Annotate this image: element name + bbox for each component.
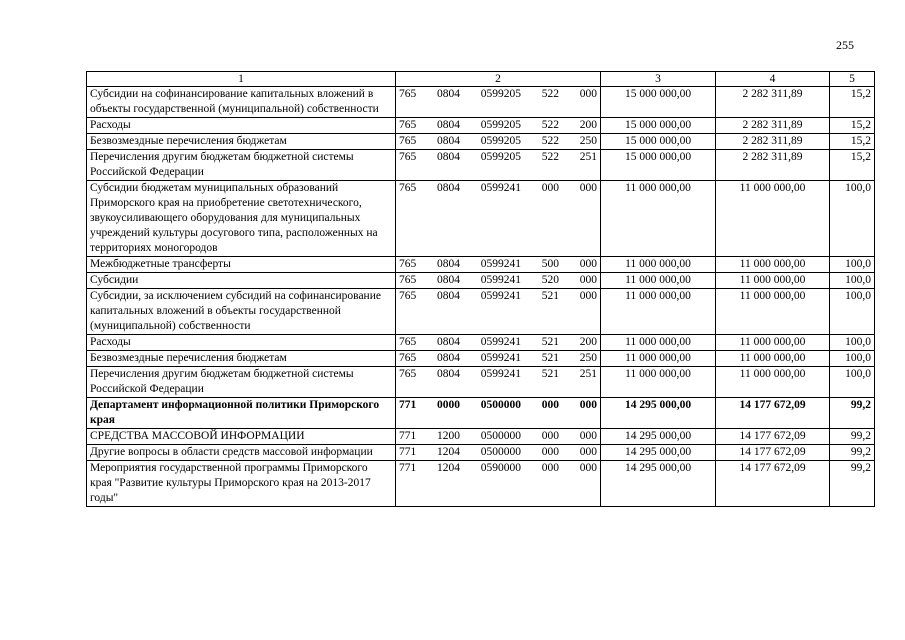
- row-name: Перечисления другим бюджетам бюджетной системы Российской Федерации: [87, 367, 396, 398]
- row-codes: [396, 351, 601, 367]
- table-row: [87, 461, 875, 507]
- row-name: Расходы: [87, 118, 396, 134]
- table-row: [87, 429, 875, 445]
- plan-amount: 11 000 000,00: [601, 335, 716, 351]
- admin-code: 765: [399, 352, 417, 364]
- kosgu-code: 000: [579, 258, 597, 270]
- budget-table: [86, 71, 875, 507]
- expense-type-code: 500: [541, 258, 559, 270]
- table-row: [87, 118, 875, 134]
- plan-amount: 15 000 000,00: [601, 134, 716, 150]
- row-codes: [396, 273, 601, 289]
- percent-value: 100,0: [830, 335, 875, 351]
- table-row: [87, 289, 875, 335]
- percent-value: 100,0: [830, 257, 875, 273]
- row-name: Перечисления другим бюджетам бюджетной системы Российской Федерации: [87, 150, 396, 181]
- table-row: [87, 257, 875, 273]
- target-code: 0599241: [480, 290, 521, 302]
- admin-code: 765: [399, 182, 417, 194]
- row-name: Субсидии бюджетам муниципальных образований Приморского края на приобретение светотехнического, звукоусиливающего оборудования для муниципальных учреждений культуры досугового типа, расположенных на территориях моногородов: [87, 181, 396, 257]
- header-col-5: 5: [830, 72, 875, 87]
- table-row: [87, 134, 875, 150]
- fact-amount: 11 000 000,00: [716, 367, 830, 398]
- table-row: [87, 150, 875, 181]
- fact-amount: 11 000 000,00: [716, 351, 830, 367]
- admin-code: 771: [399, 430, 417, 442]
- expense-type-code: 000: [541, 446, 559, 458]
- table-row: [87, 351, 875, 367]
- table-body: [87, 87, 875, 507]
- row-codes: [396, 289, 601, 335]
- table-row: [87, 273, 875, 289]
- plan-amount: 15 000 000,00: [601, 150, 716, 181]
- row-codes: [396, 398, 601, 429]
- kosgu-code: 251: [579, 151, 597, 163]
- row-codes: [396, 181, 601, 257]
- section-code: 0804: [437, 336, 460, 348]
- row-name: Субсидии: [87, 273, 396, 289]
- expense-type-code: 521: [541, 368, 559, 380]
- kosgu-code: 200: [579, 119, 597, 131]
- fact-amount: 11 000 000,00: [716, 289, 830, 335]
- plan-amount: 14 295 000,00: [601, 461, 716, 507]
- row-name: Субсидии, за исключением субсидий на софинансирование капитальных вложений в объекты государственной (муниципальной) собственности: [87, 289, 396, 335]
- table-row: [87, 181, 875, 257]
- expense-type-code: 521: [541, 336, 559, 348]
- percent-value: 15,2: [830, 150, 875, 181]
- kosgu-code: 250: [579, 352, 597, 364]
- admin-code: 765: [399, 368, 417, 380]
- row-codes: [396, 257, 601, 273]
- page-number: 255: [836, 38, 854, 52]
- row-name: Межбюджетные трансферты: [87, 257, 396, 273]
- percent-value: 100,0: [830, 181, 875, 257]
- admin-code: 765: [399, 258, 417, 270]
- target-code: 0599205: [480, 135, 521, 147]
- section-code: 0804: [437, 274, 460, 286]
- row-name: Безвозмездные перечисления бюджетам: [87, 351, 396, 367]
- section-code: 0804: [437, 368, 460, 380]
- kosgu-code: 000: [579, 274, 597, 286]
- percent-value: 99,2: [830, 398, 875, 429]
- plan-amount: 11 000 000,00: [601, 181, 716, 257]
- row-name: Субсидии на софинансирование капитальных вложений в объекты государственной (муниципальной) собственности: [87, 87, 396, 118]
- percent-value: 100,0: [830, 273, 875, 289]
- target-code: 0599241: [480, 336, 521, 348]
- expense-type-code: 520: [541, 274, 559, 286]
- section-code: 1204: [437, 462, 460, 474]
- expense-type-code: 000: [541, 182, 559, 194]
- percent-value: 99,2: [830, 461, 875, 507]
- percent-value: 100,0: [830, 351, 875, 367]
- kosgu-code: 000: [579, 88, 597, 100]
- section-code: 0804: [437, 151, 460, 163]
- admin-code: 765: [399, 135, 417, 147]
- row-codes: [396, 367, 601, 398]
- expense-type-code: 522: [541, 119, 559, 131]
- row-codes: [396, 87, 601, 118]
- kosgu-code: 000: [579, 446, 597, 458]
- row-codes: [396, 118, 601, 134]
- expense-type-code: 522: [541, 88, 559, 100]
- fact-amount: 11 000 000,00: [716, 257, 830, 273]
- row-name: Расходы: [87, 335, 396, 351]
- admin-code: 765: [399, 88, 417, 100]
- header-row: [87, 72, 875, 87]
- section-code: 0804: [437, 258, 460, 270]
- target-code: 0500000: [480, 399, 521, 411]
- section-code: 0804: [437, 182, 460, 194]
- section-code: 0804: [437, 290, 460, 302]
- fact-amount: 11 000 000,00: [716, 181, 830, 257]
- row-codes: [396, 429, 601, 445]
- percent-value: 100,0: [830, 367, 875, 398]
- expense-type-code: 000: [541, 430, 559, 442]
- row-name: Безвозмездные перечисления бюджетам: [87, 134, 396, 150]
- plan-amount: 11 000 000,00: [601, 273, 716, 289]
- row-name: Другие вопросы в области средств массовой информации: [87, 445, 396, 461]
- percent-value: 15,2: [830, 134, 875, 150]
- percent-value: 99,2: [830, 445, 875, 461]
- fact-amount: 2 282 311,89: [716, 150, 830, 181]
- target-code: 0500000: [480, 430, 521, 442]
- plan-amount: 14 295 000,00: [601, 398, 716, 429]
- section-code: 1200: [437, 430, 460, 442]
- fact-amount: 2 282 311,89: [716, 87, 830, 118]
- target-code: 0599241: [480, 258, 521, 270]
- kosgu-code: 200: [579, 336, 597, 348]
- percent-value: 99,2: [830, 429, 875, 445]
- expense-type-code: 000: [541, 399, 559, 411]
- target-code: 0590000: [480, 462, 521, 474]
- percent-value: 100,0: [830, 289, 875, 335]
- plan-amount: 11 000 000,00: [601, 289, 716, 335]
- percent-value: 15,2: [830, 87, 875, 118]
- target-code: 0599241: [480, 352, 521, 364]
- row-name: СРЕДСТВА МАССОВОЙ ИНФОРМАЦИИ: [87, 429, 396, 445]
- table-row: [87, 398, 875, 429]
- admin-code: 771: [399, 446, 417, 458]
- target-code: 0599205: [480, 151, 521, 163]
- kosgu-code: 250: [579, 135, 597, 147]
- expense-type-code: 000: [541, 462, 559, 474]
- table-row: [87, 445, 875, 461]
- plan-amount: 11 000 000,00: [601, 257, 716, 273]
- fact-amount: 2 282 311,89: [716, 134, 830, 150]
- target-code: 0599241: [480, 368, 521, 380]
- admin-code: 765: [399, 336, 417, 348]
- admin-code: 765: [399, 290, 417, 302]
- percent-value: 15,2: [830, 118, 875, 134]
- admin-code: 771: [399, 462, 417, 474]
- section-code: 0804: [437, 88, 460, 100]
- section-code: 0000: [437, 399, 460, 411]
- plan-amount: 15 000 000,00: [601, 118, 716, 134]
- plan-amount: 11 000 000,00: [601, 351, 716, 367]
- admin-code: 765: [399, 151, 417, 163]
- kosgu-code: 000: [579, 462, 597, 474]
- admin-code: 771: [399, 399, 417, 411]
- header-col-4: 4: [716, 72, 830, 87]
- header-col-3: 3: [601, 72, 716, 87]
- target-code: 0599205: [480, 88, 521, 100]
- row-name: Департамент информационной политики Приморского края: [87, 398, 396, 429]
- section-code: 1204: [437, 446, 460, 458]
- fact-amount: 14 177 672,09: [716, 461, 830, 507]
- kosgu-code: 000: [579, 430, 597, 442]
- plan-amount: 15 000 000,00: [601, 87, 716, 118]
- plan-amount: 14 295 000,00: [601, 429, 716, 445]
- row-codes: [396, 335, 601, 351]
- row-codes: [396, 134, 601, 150]
- row-codes: [396, 445, 601, 461]
- target-code: 0599205: [480, 119, 521, 131]
- header-col-1: 1: [87, 72, 396, 87]
- fact-amount: 11 000 000,00: [716, 273, 830, 289]
- table-row: [87, 335, 875, 351]
- section-code: 0804: [437, 119, 460, 131]
- admin-code: 765: [399, 274, 417, 286]
- row-codes: [396, 461, 601, 507]
- kosgu-code: 000: [579, 399, 597, 411]
- header-col-2: 2: [396, 72, 601, 87]
- fact-amount: 14 177 672,09: [716, 398, 830, 429]
- row-codes: [396, 150, 601, 181]
- target-code: 0599241: [480, 274, 521, 286]
- table-row: [87, 87, 875, 118]
- expense-type-code: 522: [541, 151, 559, 163]
- row-name: Мероприятия государственной программы Приморского края "Развитие культуры Приморского края на 2013-2017 годы": [87, 461, 396, 507]
- admin-code: 765: [399, 119, 417, 131]
- plan-amount: 11 000 000,00: [601, 367, 716, 398]
- plan-amount: 14 295 000,00: [601, 445, 716, 461]
- target-code: 0500000: [480, 446, 521, 458]
- fact-amount: 14 177 672,09: [716, 445, 830, 461]
- table-row: [87, 367, 875, 398]
- kosgu-code: 000: [579, 182, 597, 194]
- expense-type-code: 521: [541, 290, 559, 302]
- fact-amount: 11 000 000,00: [716, 335, 830, 351]
- kosgu-code: 000: [579, 290, 597, 302]
- expense-type-code: 522: [541, 135, 559, 147]
- section-code: 0804: [437, 135, 460, 147]
- kosgu-code: 251: [579, 368, 597, 380]
- target-code: 0599241: [480, 182, 521, 194]
- expense-type-code: 521: [541, 352, 559, 364]
- section-code: 0804: [437, 352, 460, 364]
- fact-amount: 14 177 672,09: [716, 429, 830, 445]
- fact-amount: 2 282 311,89: [716, 118, 830, 134]
